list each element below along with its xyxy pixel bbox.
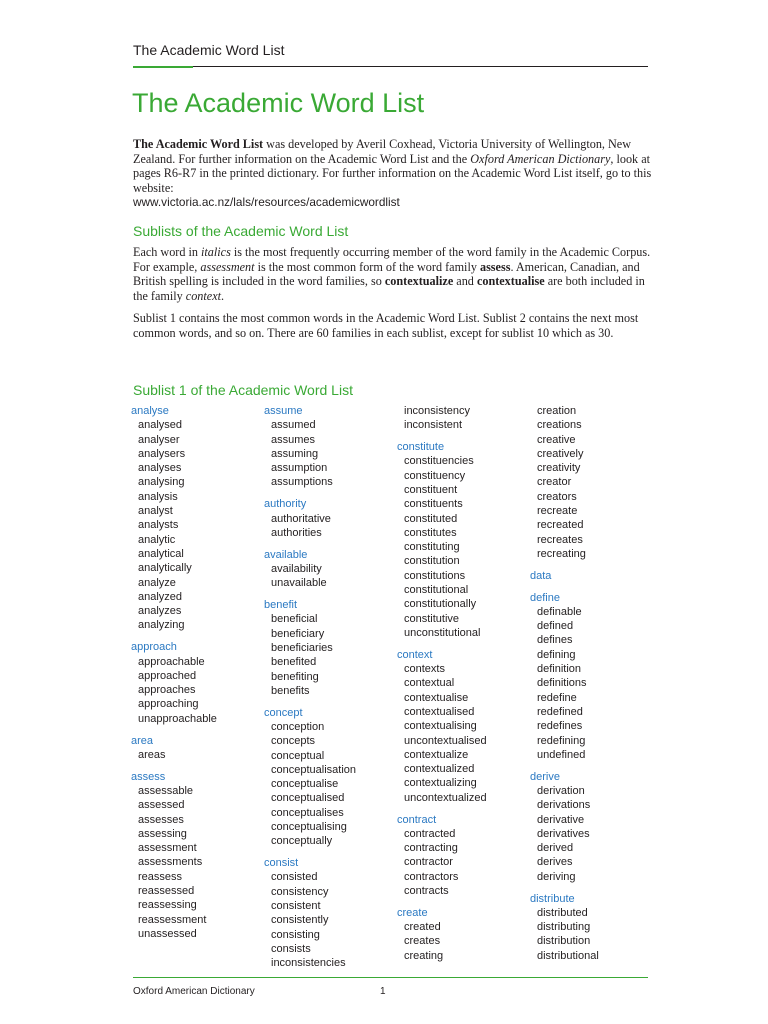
- family-member-word: beneficiaries: [271, 641, 333, 654]
- family-member-word: contextualise: [404, 691, 469, 704]
- family-member-word: unapproachable: [138, 712, 217, 725]
- family-member-word: authorities: [271, 526, 322, 539]
- family-member-word: constitutionally: [404, 598, 477, 611]
- headword: analyse: [131, 405, 169, 417]
- family-member-word: contractor: [404, 856, 453, 869]
- family-member-word: availability: [271, 562, 322, 575]
- family-member-word: benefited: [271, 656, 317, 669]
- family-member-word: contextualising: [404, 720, 477, 733]
- family-member-word: assumption: [271, 462, 328, 475]
- intro-paragraph: [133, 137, 653, 210]
- family-member-word: assesses: [138, 813, 184, 826]
- sublists-paragraph-1: [133, 245, 653, 303]
- italic-run: italics: [201, 245, 231, 259]
- family-member-word: conceptualisation: [271, 763, 357, 776]
- family-member-word: derivation: [537, 784, 585, 797]
- family-member-word: reassessing: [138, 899, 197, 912]
- family-member-word: analytically: [138, 562, 192, 575]
- intro-book-title: Oxford American Dictionary: [470, 151, 611, 166]
- family-member-word: consisted: [271, 871, 318, 884]
- family-member-word: recreate: [537, 505, 578, 518]
- family-member-word: analyzing: [138, 619, 185, 632]
- family-member-word: recreating: [537, 547, 586, 560]
- family-member-word: analysing: [138, 476, 185, 489]
- headword: constitute: [397, 441, 445, 454]
- family-member-word: contextualized: [404, 763, 475, 776]
- family-member-word: assumptions: [271, 476, 333, 489]
- family-member-word: beneficial: [271, 613, 318, 626]
- family-member-word: undefined: [537, 748, 586, 761]
- text-run: is the most common form of the word family: [254, 259, 480, 274]
- headword: authority: [264, 498, 307, 511]
- family-member-word: derivations: [537, 799, 591, 812]
- family-member-word: constituents: [404, 498, 463, 511]
- page-number: 1: [380, 986, 386, 997]
- family-member-word: recreates: [537, 533, 583, 546]
- family-member-word: redefines: [537, 720, 583, 733]
- family-member-word: analytic: [138, 533, 176, 546]
- italic-run: assessment: [200, 259, 255, 274]
- family-member-word: constitutive: [404, 612, 460, 625]
- family-member-word: inconsistencies: [271, 957, 346, 970]
- family-member-word: assuming: [271, 447, 319, 460]
- family-member-word: consists: [271, 942, 311, 955]
- family-member-word: analysers: [138, 447, 186, 460]
- family-member-word: reassess: [138, 870, 183, 883]
- word-column-3: [397, 404, 527, 963]
- headword: derive: [530, 770, 560, 783]
- headword: define: [530, 591, 560, 604]
- family-member-word: constituting: [404, 541, 460, 554]
- family-member-word: analysis: [138, 490, 178, 503]
- family-member-word: defining: [537, 648, 576, 661]
- family-member-word: creatively: [537, 447, 584, 460]
- text-run: is the most frequently occurring member of the word family in the Academic Corpus. For example,: [133, 245, 651, 274]
- family-member-word: creative: [537, 433, 576, 446]
- family-member-word: approached: [138, 669, 197, 682]
- text-run: and: [453, 274, 477, 289]
- family-member-word: contextualizing: [404, 777, 477, 790]
- family-member-word: constituted: [404, 512, 458, 525]
- running-head: The Academic Word List: [133, 42, 285, 58]
- family-member-word: uncontextualised: [404, 734, 487, 747]
- family-member-word: constitutes: [404, 526, 457, 539]
- text-run: . American, Canadian, and British spelling is included in the word families, so: [133, 259, 640, 289]
- intro-text-2: , look at pages R6-R7 in the printed dictionary. For further information on the Academic Word List itself, go to this website:: [133, 151, 652, 195]
- page-title: The Academic Word List: [132, 88, 425, 118]
- headword: benefit: [264, 599, 298, 612]
- footer-source: Oxford American Dictionary: [133, 986, 255, 997]
- headword: available: [264, 548, 308, 561]
- family-member-word: distribution: [537, 935, 591, 948]
- headword: contract: [397, 813, 437, 826]
- family-member-word: creation: [537, 405, 577, 417]
- family-member-word: creativity: [537, 462, 581, 475]
- family-member-word: derivatives: [537, 827, 590, 840]
- family-member-word: analyzed: [138, 590, 183, 603]
- family-member-word: conceptualises: [271, 806, 344, 819]
- header-rule: [133, 66, 648, 68]
- family-member-word: assessing: [138, 827, 187, 840]
- family-member-word: beneficiary: [271, 627, 325, 640]
- family-member-word: concepts: [271, 735, 316, 748]
- family-member-word: creators: [537, 490, 577, 503]
- headword: area: [131, 734, 154, 747]
- family-member-word: contextualize: [404, 748, 469, 761]
- family-member-word: analysed: [138, 419, 183, 432]
- family-member-word: reassessed: [138, 885, 195, 897]
- text-run: Each word in: [133, 245, 202, 259]
- word-column-2: [264, 404, 394, 970]
- sublists-heading: Sublists of the Academic Word List: [133, 223, 349, 239]
- family-member-word: areas: [138, 748, 166, 761]
- family-member-word: constituency: [404, 469, 466, 482]
- family-member-word: definitions: [537, 677, 587, 690]
- headword: approach: [131, 641, 177, 654]
- headword: distribute: [530, 892, 575, 905]
- family-member-word: creations: [537, 419, 582, 432]
- family-member-word: derivative: [537, 813, 585, 826]
- family-member-word: contracting: [404, 842, 458, 855]
- word-column-1: [131, 404, 261, 941]
- bold-run: assess: [479, 259, 511, 274]
- family-member-word: defined: [537, 620, 574, 633]
- family-member-word: conceptualised: [271, 792, 345, 805]
- website-link[interactable]: www.victoria.ac.nz/lals/resources/academicwordlist: [133, 195, 400, 210]
- family-member-word: creating: [404, 949, 444, 962]
- family-member-word: distributing: [537, 921, 591, 934]
- family-member-word: contracts: [404, 885, 449, 897]
- family-member-word: contractors: [404, 870, 459, 883]
- family-member-word: defines: [537, 634, 573, 647]
- family-member-word: definition: [537, 663, 582, 676]
- family-member-word: definable: [537, 605, 582, 618]
- family-member-word: unavailable: [271, 577, 327, 590]
- family-member-word: derives: [537, 856, 573, 869]
- text-run: are both included in the family: [133, 274, 645, 303]
- family-member-word: analyst: [138, 505, 173, 518]
- family-member-word: analyser: [138, 433, 180, 446]
- intro-text-1: was developed by Averil Coxhead, Victoria University of Wellington, New Zealand. For further information on the Academic Word List and the: [133, 137, 632, 166]
- headword: create: [397, 906, 428, 919]
- sublist-1-heading: Sublist 1 of the Academic Word List: [133, 382, 353, 398]
- family-member-word: unassessed: [138, 927, 197, 940]
- family-member-word: created: [404, 921, 441, 934]
- family-member-word: assumes: [271, 433, 316, 446]
- family-member-word: constituent: [404, 483, 458, 496]
- family-member-word: redefining: [537, 734, 586, 747]
- family-member-word: contextualised: [404, 705, 475, 718]
- family-member-word: conceptual: [271, 749, 325, 762]
- family-member-word: contexts: [404, 663, 445, 676]
- family-member-word: analyses: [138, 462, 182, 475]
- bold-run: contextualize: [384, 274, 454, 289]
- family-member-word: conceptually: [271, 835, 333, 848]
- family-member-word: recreated: [537, 519, 584, 532]
- footer-rule: [133, 977, 648, 978]
- headword: assess: [131, 770, 166, 783]
- family-member-word: analytical: [138, 547, 184, 560]
- headword: context: [397, 648, 433, 661]
- family-member-word: constitution: [404, 555, 460, 568]
- family-member-word: conceptualise: [271, 778, 339, 791]
- family-member-word: approaching: [138, 698, 199, 711]
- family-member-word: approaches: [138, 684, 196, 697]
- family-member-word: uncontextualized: [404, 791, 487, 804]
- italic-run: context: [185, 288, 221, 303]
- family-member-word: consistently: [271, 914, 329, 927]
- family-member-word: deriving: [537, 870, 576, 883]
- family-member-word: unconstitutional: [404, 626, 481, 639]
- family-member-word: constitutional: [404, 584, 469, 597]
- family-member-word: benefiting: [271, 670, 319, 683]
- text-run: .: [221, 288, 225, 303]
- headword: concept: [264, 706, 303, 719]
- family-member-word: consistency: [271, 885, 329, 898]
- family-member-word: assessments: [138, 856, 203, 869]
- family-member-word: analyzes: [138, 605, 182, 618]
- family-member-word: contextual: [404, 677, 455, 690]
- family-member-word: conception: [271, 720, 325, 733]
- family-member-word: constituencies: [404, 455, 474, 468]
- family-member-word: benefits: [271, 684, 310, 697]
- family-member-word: redefined: [537, 705, 583, 718]
- family-member-word: inconsistency: [404, 405, 471, 417]
- family-member-word: assessable: [138, 784, 194, 797]
- family-member-word: reassessment: [138, 913, 207, 926]
- family-member-word: approachable: [138, 655, 205, 668]
- word-column-4: [530, 404, 660, 963]
- family-member-word: consisting: [271, 928, 320, 941]
- family-member-word: creates: [404, 935, 441, 948]
- family-member-word: creator: [537, 476, 572, 489]
- family-member-word: derived: [537, 842, 574, 855]
- headword: data: [530, 569, 552, 582]
- family-member-word: assessed: [138, 799, 185, 812]
- family-member-word: assumed: [271, 419, 316, 432]
- family-member-word: conceptualising: [271, 821, 347, 834]
- family-member-word: constitutions: [404, 569, 466, 582]
- family-member-word: analysts: [138, 519, 179, 532]
- family-member-word: assessment: [138, 842, 197, 855]
- headword: consist: [264, 857, 299, 870]
- family-member-word: inconsistent: [404, 419, 463, 432]
- bold-run: contextualise: [476, 274, 545, 289]
- sublists-paragraph-2: Sublist 1 contains the most common words in the Academic Word List. Sublist 2 contains the next most common words, and so on. There are 60 families in each sublist, except for sublist 10 which as 30.: [133, 311, 639, 340]
- intro-bold-lead: The Academic Word List: [133, 137, 264, 151]
- family-member-word: authoritative: [271, 512, 331, 525]
- family-member-word: contracted: [404, 827, 456, 840]
- family-member-word: distributed: [537, 906, 588, 919]
- family-member-word: distributional: [537, 949, 599, 962]
- family-member-word: redefine: [537, 691, 577, 704]
- headword: assume: [264, 405, 303, 417]
- family-member-word: consistent: [271, 900, 321, 912]
- family-member-word: analyze: [138, 576, 176, 589]
